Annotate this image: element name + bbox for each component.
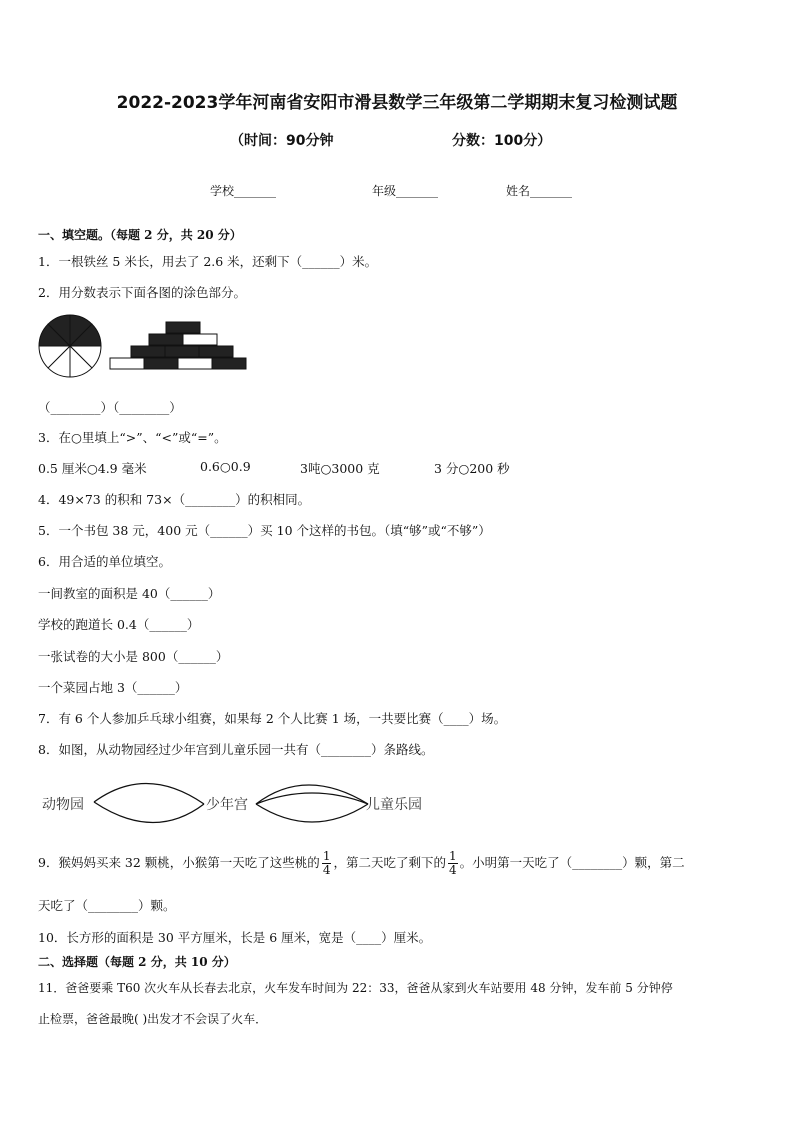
question-9-line-2: 天吃了（________）颗。: [38, 898, 176, 913]
q9-text-2: ，第二天吃了剩下的: [333, 855, 446, 870]
brick: [199, 346, 233, 357]
brick: [212, 358, 246, 369]
brick: [183, 334, 217, 345]
question-11-line-2: 止检票，爸爸最晚( )出发才不会误了火车．: [38, 1012, 268, 1026]
fraction-numerator: 1: [448, 849, 457, 863]
q3-item-4: 3 分○200 秒: [434, 461, 510, 476]
fraction-one-quarter: [322, 850, 332, 877]
q3-item-2: 0.6○0.9: [200, 459, 251, 474]
brick: [166, 322, 200, 333]
q6-item-1: 一间教室的面积是 40（______）: [38, 586, 221, 601]
section-multiple-choice: 二、选择题（每题 2 分，共 10 分）: [38, 955, 236, 969]
q3-item-3: 3吨○3000 克: [300, 461, 380, 476]
question-1: 1．一根铁丝 5 米长，用去了 2.6 米，还剩下（______）米。: [38, 254, 378, 269]
question-2-answers: （________）（________）: [38, 400, 182, 415]
q2-figures: [36, 312, 256, 382]
question-8: 8．如图，从动物园经过少年宫到儿童乐园一共有（________）条路线。: [38, 742, 434, 757]
pie-figure: [39, 315, 101, 377]
question-6: 6．用合适的单位填空。: [38, 554, 171, 569]
route-line: [256, 804, 368, 822]
question-9: [38, 850, 685, 877]
q6-item-4: 一个菜园占地 3（______）: [38, 680, 188, 695]
place-zoo: 动物园: [42, 797, 84, 813]
q6-item-2: 学校的跑道长 0.4（______）: [38, 617, 200, 632]
route-line: [256, 785, 368, 804]
question-4: 4．49×73 的积和 73×（________）的积相同。: [38, 492, 311, 507]
school-field: 学校_______: [210, 184, 277, 198]
exam-subtitle: [230, 130, 590, 150]
brick: [110, 358, 144, 369]
fraction-denominator: 4: [322, 863, 331, 877]
q3-item-1: 0.5 厘米○4.9 毫米: [38, 461, 147, 476]
total-score: 分数：100分）: [452, 133, 552, 149]
q9-text-3: 。小明第一天吃了（________）颗，第二: [459, 855, 685, 870]
brick: [165, 346, 199, 357]
brick: [149, 334, 183, 345]
place-youth-palace: 少年宫: [206, 797, 248, 813]
brick: [144, 358, 178, 369]
brick: [131, 346, 165, 357]
page-title: 2022-2023学年河南省安阳市滑县数学三年级第二学期期末复习检测试题: [116, 93, 678, 113]
question-10: 10．长方形的面积是 30 平方厘米，长是 6 厘米，宽是（____）厘米。: [38, 930, 432, 945]
q9-text-1: 9．猴妈妈买来 32 颗桃，小猴第一天吃了这些桃的: [38, 855, 320, 870]
grade-field: 年级_______: [372, 184, 439, 198]
route-diagram: [36, 770, 456, 830]
question-11-line-1: 11．爸爸要乘 T60 次火车从长春去北京，火车发车时间为 22：33，爸爸从家到火车站要用 48 分钟，发车前 5 分钟停: [38, 981, 673, 995]
fraction-one-quarter: [448, 850, 458, 877]
brick: [178, 358, 212, 369]
question-7: 7．有 6 个人参加乒乓球小组赛，如果每 2 个人比赛 1 场，一共要比赛（____）场。: [38, 711, 507, 726]
name-field: 姓名_______: [506, 184, 573, 198]
question-2: 2．用分数表示下面各图的涂色部分。: [38, 285, 246, 300]
q6-item-3: 一张试卷的大小是 800（______）: [38, 649, 229, 664]
section-fill-in: 一、填空题。（每题 2 分，共 20 分）: [38, 228, 242, 242]
question-5: 5．一个书包 38 元，400 元（______）买 10 个这样的书包。（填“够”或“不够”）: [38, 523, 491, 538]
place-children-park: 儿童乐园: [366, 797, 422, 813]
fraction-numerator: 1: [322, 849, 331, 863]
route-line: [94, 783, 204, 804]
question-3: 3．在○里填上“>”、“<”或“=”。: [38, 430, 227, 445]
route-line: [94, 802, 204, 823]
fraction-denominator: 4: [448, 863, 457, 877]
time-limit: （时间：90分钟: [230, 133, 334, 149]
brick-figure: [110, 322, 246, 369]
